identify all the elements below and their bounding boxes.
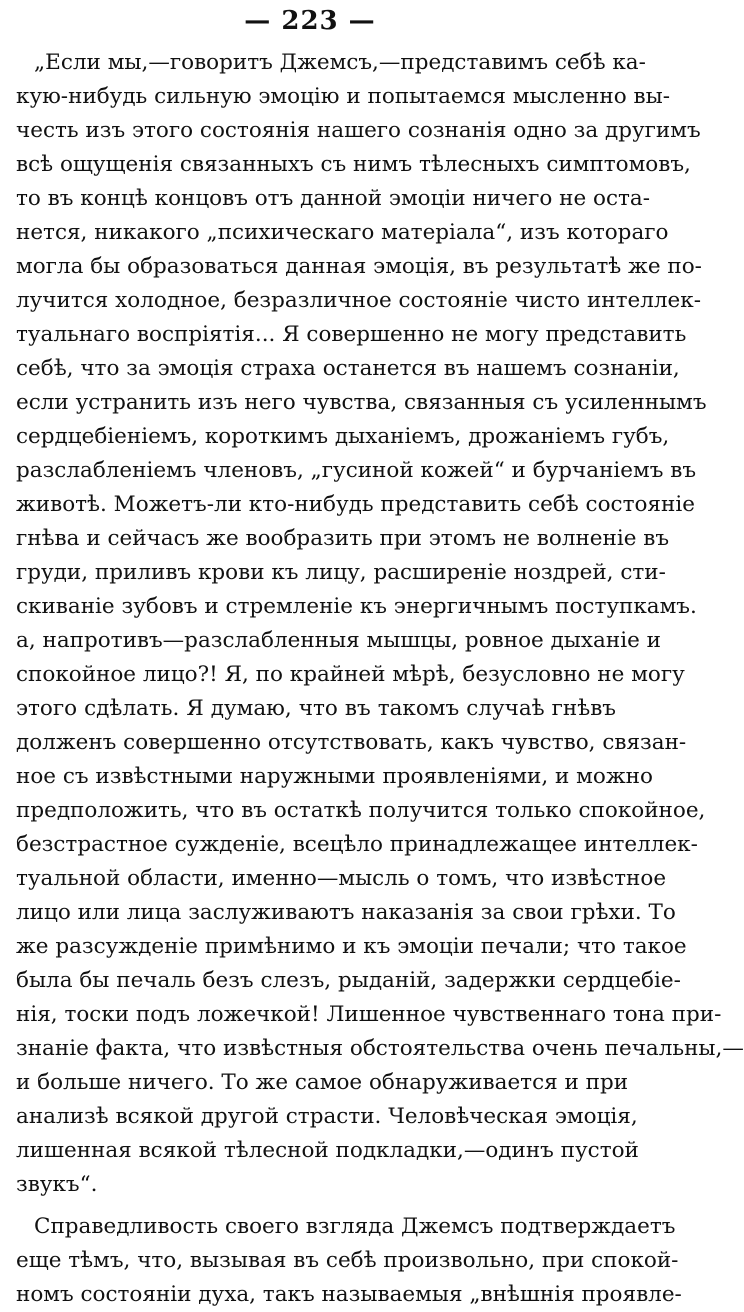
- text-line: честь изъ этого состоянія нашего сознанія одно за другимъ: [16, 118, 701, 143]
- paragraph-2: [16, 1210, 682, 1312]
- text-line: звукъ“.: [16, 1172, 98, 1197]
- text-line: груди, приливъ крови къ лицу, расширеніе ноздрей, сти-: [16, 560, 666, 585]
- text-line: „Если мы,—говоритъ Джемсъ,—представимъ себѣ ка-: [34, 50, 646, 75]
- text-line: этого сдѣлать. Я думаю, что въ такомъ случаѣ гнѣвъ: [16, 696, 616, 721]
- text-line: спокойное лицо?! Я, по крайней мѣрѣ, безусловно не могу: [16, 662, 685, 687]
- text-line: была бы печаль безъ слезъ, рыданій, задержки сердцебіе-: [16, 968, 681, 993]
- text-line: себѣ, что за эмоція страха останется въ нашемъ сознаніи,: [16, 356, 680, 381]
- text-line: туальной области, именно—мысль о томъ, что извѣстное: [16, 866, 667, 891]
- text-line: а, напротивъ—разслабленныя мышцы, ровное дыханіе и: [16, 628, 661, 653]
- text-line: скиваніе зубовъ и стремленіе къ энергичнымъ поступкамъ.: [16, 594, 697, 619]
- text-line: гнѣва и сейчасъ же вообразить при этомъ не волненіе въ: [16, 526, 670, 551]
- text-line: сердцебіеніемъ, короткимъ дыханіемъ, дрожаніемъ губъ,: [16, 424, 670, 449]
- text-line: нія, тоски подъ ложечкой! Лишенное чувственнаго тона при-: [16, 1002, 722, 1027]
- text-line: еще тѣмъ, что, вызывая въ себѣ произвольно, при спокой-: [16, 1248, 679, 1273]
- text-line: туальнаго воспріятія... Я совершенно не могу представить: [16, 322, 687, 347]
- text-line: разслабленіемъ членовъ, „гусиной кожей“ и бурчаніемъ въ: [16, 458, 697, 483]
- paragraph-1: [16, 46, 744, 1202]
- text-line: Справедливость своего взгляда Джемсъ подтверждаетъ: [34, 1214, 676, 1239]
- text-line: предположить, что въ остаткѣ получится только спокойное,: [16, 798, 706, 823]
- page-body: [16, 46, 744, 1312]
- text-line: то въ концѣ концовъ отъ данной эмоціи ничего не оста-: [16, 186, 650, 211]
- text-line: номъ состояніи духа, такъ называемыя „внѣшнія проявле-: [16, 1282, 682, 1307]
- text-line: безстрастное сужденіе, всецѣло принадлежащее интеллек-: [16, 832, 698, 857]
- text-line: лицо или лица заслуживаютъ наказанія за свои грѣхи. То: [16, 900, 676, 925]
- text-line: долженъ совершенно отсутствовать, какъ чувство, связан-: [16, 730, 687, 755]
- text-line: животѣ. Можетъ-ли кто-нибудь представить себѣ состояніе: [16, 492, 695, 517]
- text-line: и больше ничего. То же самое обнаруживается и при: [16, 1070, 629, 1095]
- text-line: ное съ извѣстными наружными проявленіями, и можно: [16, 764, 653, 789]
- text-line: же разсужденіе примѣнимо и къ эмоціи печали; что такое: [16, 934, 687, 959]
- text-line: кую-нибудь сильную эмоцію и попытаемся мысленно вы-: [16, 84, 670, 109]
- text-line: знаніе факта, что извѣстныя обстоятельства очень печальны,—: [16, 1036, 744, 1061]
- text-line: всѣ ощущенія связанныхъ съ нимъ тѣлесныхъ симптомовъ,: [16, 152, 691, 177]
- text-line: анализѣ всякой другой страсти. Человѣческая эмоція,: [16, 1104, 638, 1129]
- paragraph-gap: [16, 1202, 616, 1210]
- page-number: — 223 —: [244, 6, 376, 36]
- text-line: лучится холодное, безразличное состояніе чисто интеллек-: [16, 288, 701, 313]
- text-line: если устранить изъ него чувства, связанныя съ усиленнымъ: [16, 390, 707, 415]
- text-line: нется, никакого „психическаго матеріала“, изъ котораго: [16, 220, 669, 245]
- text-line: лишенная всякой тѣлесной подкладки,—одинъ пустой: [16, 1138, 639, 1163]
- text-line: могла бы образоваться данная эмоція, въ результатѣ же по-: [16, 254, 702, 279]
